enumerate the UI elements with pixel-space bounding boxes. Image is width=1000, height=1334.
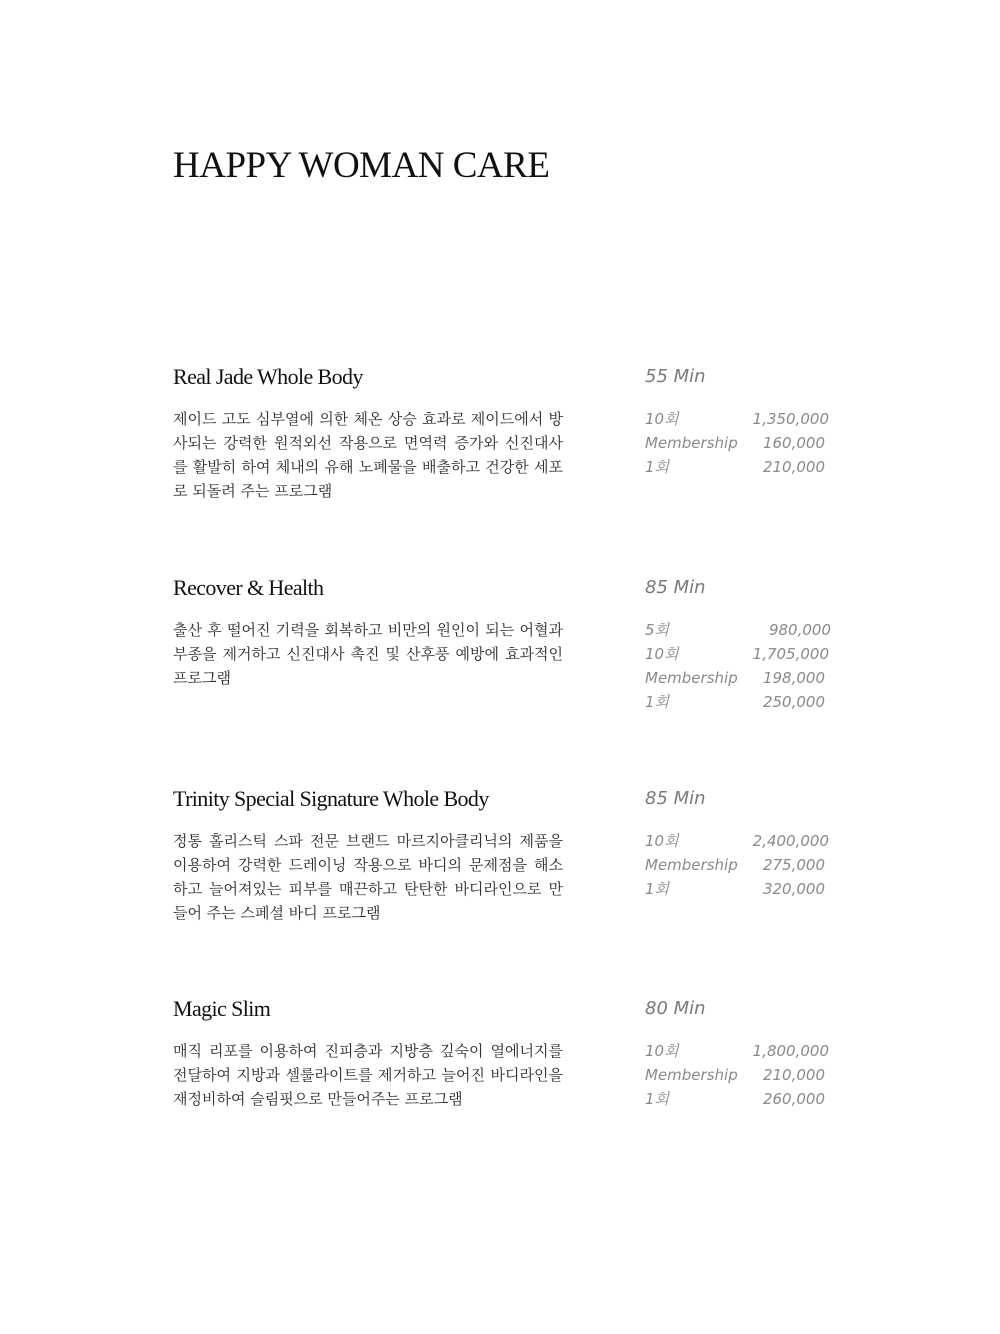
price-label: 5회: [645, 621, 670, 639]
price-value: 2,400,000: [752, 832, 829, 850]
price-row: [645, 877, 831, 901]
price-list: [645, 618, 831, 714]
price-row: [645, 407, 831, 431]
service-name: Real Jade Whole Body: [173, 364, 363, 389]
price-value: 210,000: [762, 458, 825, 476]
service-name: Trinity Special Signature Whole Body: [173, 786, 489, 811]
price-label: Membership: [645, 856, 738, 874]
price-value: 250,000: [762, 693, 825, 711]
price-value: 320,000: [762, 880, 825, 898]
price-list: [645, 829, 831, 901]
price-label: 1회: [645, 693, 670, 711]
page-title: HAPPY WOMAN CARE: [173, 145, 550, 186]
price-label: 10회: [645, 832, 679, 850]
service-description: 제이드 고도 심부열에 의한 체온 상승 효과로 제이드에서 방사되는 강력한 원적외선 작용으로 면역력 증가와 신진대사를 활발히 하여 체내의 유해 노폐물을 배출하고 건강한 세포로 되돌려 주는 프로그램: [173, 410, 563, 500]
price-row: [645, 829, 831, 853]
price-label: Membership: [645, 1066, 738, 1084]
price-label: 1회: [645, 1090, 670, 1108]
price-list: [645, 1039, 831, 1111]
price-value: 198,000: [762, 669, 825, 687]
price-row: [645, 1039, 831, 1063]
price-value: 1,705,000: [752, 645, 829, 663]
service-description: 출산 후 떨어진 기력을 회복하고 비만의 원인이 되는 어혈과 부종을 제거하고 신진대사 촉진 및 산후풍 예방에 효과적인 프로그램: [173, 621, 563, 687]
service-duration: 55 Min: [645, 366, 706, 387]
service-description: 정통 홀리스틱 스파 전문 브랜드 마르지아클리닉의 제품을 이용하여 강력한 드레이닝 작용으로 바디의 문제점을 해소하고 늘어져있는 피부를 매끈하고 탄탄한 바디라인으로 만들어 주는 스페셜 바디 프로그램: [173, 832, 563, 922]
price-row: [645, 455, 831, 479]
price-row: [645, 1087, 831, 1111]
service-description: 매직 리포를 이용하여 진피층과 지방층 깊숙이 열에너지를 전달하여 지방과 셀룰라이트를 제거하고 늘어진 바디라인을 재정비하여 슬림핏으로 만들어주는 프로그램: [173, 1042, 563, 1108]
price-list: [645, 407, 831, 479]
price-value: 1,800,000: [752, 1042, 829, 1060]
price-row: [645, 1063, 831, 1087]
price-row: [645, 618, 831, 642]
price-label: 1회: [645, 458, 670, 476]
price-value: 980,000: [768, 621, 831, 639]
service-duration: 85 Min: [645, 577, 706, 598]
price-row: [645, 853, 831, 877]
price-label: 10회: [645, 1042, 679, 1060]
price-label: Membership: [645, 669, 738, 687]
price-value: 260,000: [762, 1090, 825, 1108]
service-name: Magic Slim: [173, 996, 271, 1021]
price-value: 1,350,000: [752, 410, 829, 428]
price-value: 210,000: [762, 1066, 825, 1084]
price-label: 1회: [645, 880, 670, 898]
price-value: 160,000: [762, 434, 825, 452]
service-duration: 80 Min: [645, 998, 706, 1019]
price-label: 10회: [645, 410, 679, 428]
price-label: Membership: [645, 434, 738, 452]
service-name: Recover & Health: [173, 575, 324, 600]
service-duration: 85 Min: [645, 788, 706, 809]
price-label: 10회: [645, 645, 679, 663]
price-row: [645, 666, 831, 690]
price-value: 275,000: [762, 856, 825, 874]
price-row: [645, 642, 831, 666]
price-row: [645, 431, 831, 455]
price-row: [645, 690, 831, 714]
